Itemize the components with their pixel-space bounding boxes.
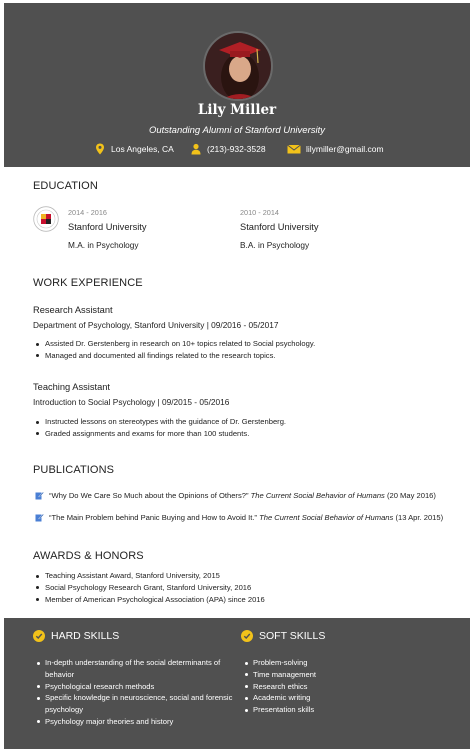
publication-date-1: (20 May 2016) <box>386 491 436 500</box>
contact-email[interactable] <box>287 143 384 155</box>
candidate-name: Lily Miller <box>197 102 277 118</box>
location-text: Los Angeles, CA <box>111 144 174 154</box>
hard-skills-list <box>34 657 234 728</box>
work-experience-title: WORK EXPERIENCE <box>33 277 143 289</box>
location-pin-icon <box>94 143 106 155</box>
list-item: Academic writing <box>242 692 442 704</box>
publications-title: PUBLICATIONS <box>33 464 115 476</box>
list-item: Problem-solving <box>242 657 442 669</box>
resume-header <box>4 3 470 167</box>
publication-journal-2: The Current Social Behavior of Humans <box>259 513 394 522</box>
candidate-subtitle: Outstanding Alumni of Stanford University <box>148 125 325 136</box>
job-bullets-2 <box>33 416 286 440</box>
list-item: Managed and documented all findings related to the research topics. <box>33 350 315 362</box>
list-item: Time management <box>242 669 442 681</box>
publication-title-1: “Why Do We Care So Much about the Opinions of Others?” <box>49 491 249 500</box>
job-role-1: Research Assistant <box>33 305 113 315</box>
list-item: Assisted Dr. Gerstenberg in research on 10+ topics related to Social psychology. <box>33 338 315 350</box>
list-item: Social Psychology Research Grant, Stanford University, 2016 <box>33 582 265 594</box>
list-item: Member of American Psychological Association (APA) since 2016 <box>33 594 265 606</box>
list-item: Psychological research methods <box>34 681 234 693</box>
list-item: In-depth understanding of the social determinants of behavior <box>34 657 234 681</box>
email-text[interactable]: lilymiller@gmail.com <box>306 144 384 154</box>
soft-skills-title: SOFT SKILLS <box>259 630 326 642</box>
university-seal-icon <box>33 206 59 232</box>
edit-document-icon <box>35 513 44 522</box>
education-dates-1: 2014 - 2016 <box>68 208 107 217</box>
awards-title: AWARDS & HONORS <box>33 550 144 562</box>
skills-footer <box>4 618 470 749</box>
hard-skills-title: HARD SKILLS <box>51 630 120 642</box>
education-school-1: Stanford University <box>68 222 147 232</box>
list-item: Graded assignments and exams for more than 100 students. <box>33 428 286 440</box>
soft-skills-list <box>242 657 442 716</box>
education-dates-2: 2010 - 2014 <box>240 208 279 217</box>
check-circle-icon <box>33 630 45 642</box>
publication-item-1 <box>35 491 436 500</box>
edit-document-icon <box>35 491 44 500</box>
phone-text: (213)-932-3528 <box>207 144 266 154</box>
publication-title-2: “The Main Problem behind Panic Buying and How to Avoid It.” <box>49 513 257 522</box>
hard-skills-heading <box>33 630 119 642</box>
profile-photo <box>205 33 273 101</box>
education-degree-2: B.A. in Psychology <box>240 240 310 250</box>
education-school-2: Stanford University <box>240 222 319 232</box>
education-title: EDUCATION <box>33 180 98 192</box>
list-item: Specific knowledge in neuroscience, social and forensic psychology <box>34 692 234 716</box>
list-item: Psychology major theories and history <box>34 716 234 728</box>
check-circle-icon <box>241 630 253 642</box>
job-org-2: Introduction to Social Psychology | 09/2015 - 05/2016 <box>33 397 230 407</box>
job-org-1: Department of Psychology, Stanford University | 09/2016 - 05/2017 <box>33 320 279 330</box>
education-degree-1: M.A. in Psychology <box>68 240 139 250</box>
publication-journal-1: The Current Social Behavior of Humans <box>250 491 385 500</box>
job-bullets-1 <box>33 338 315 362</box>
soft-skills-heading <box>241 630 325 642</box>
list-item: Research ethics <box>242 681 442 693</box>
list-item: Presentation skills <box>242 704 442 716</box>
avatar <box>203 31 273 101</box>
contact-location <box>94 143 174 155</box>
contact-phone <box>190 143 266 155</box>
person-icon <box>190 143 202 155</box>
publication-date-2: (13 Apr. 2015) <box>395 513 444 522</box>
publication-item-2 <box>35 513 443 522</box>
list-item: Instructed lessons on stereotypes with the guidance of Dr. Gerstenberg. <box>33 416 286 428</box>
list-item: Teaching Assistant Award, Stanford University, 2015 <box>33 570 265 582</box>
envelope-icon <box>287 143 301 155</box>
awards-list <box>33 570 265 605</box>
job-role-2: Teaching Assistant <box>33 382 111 392</box>
